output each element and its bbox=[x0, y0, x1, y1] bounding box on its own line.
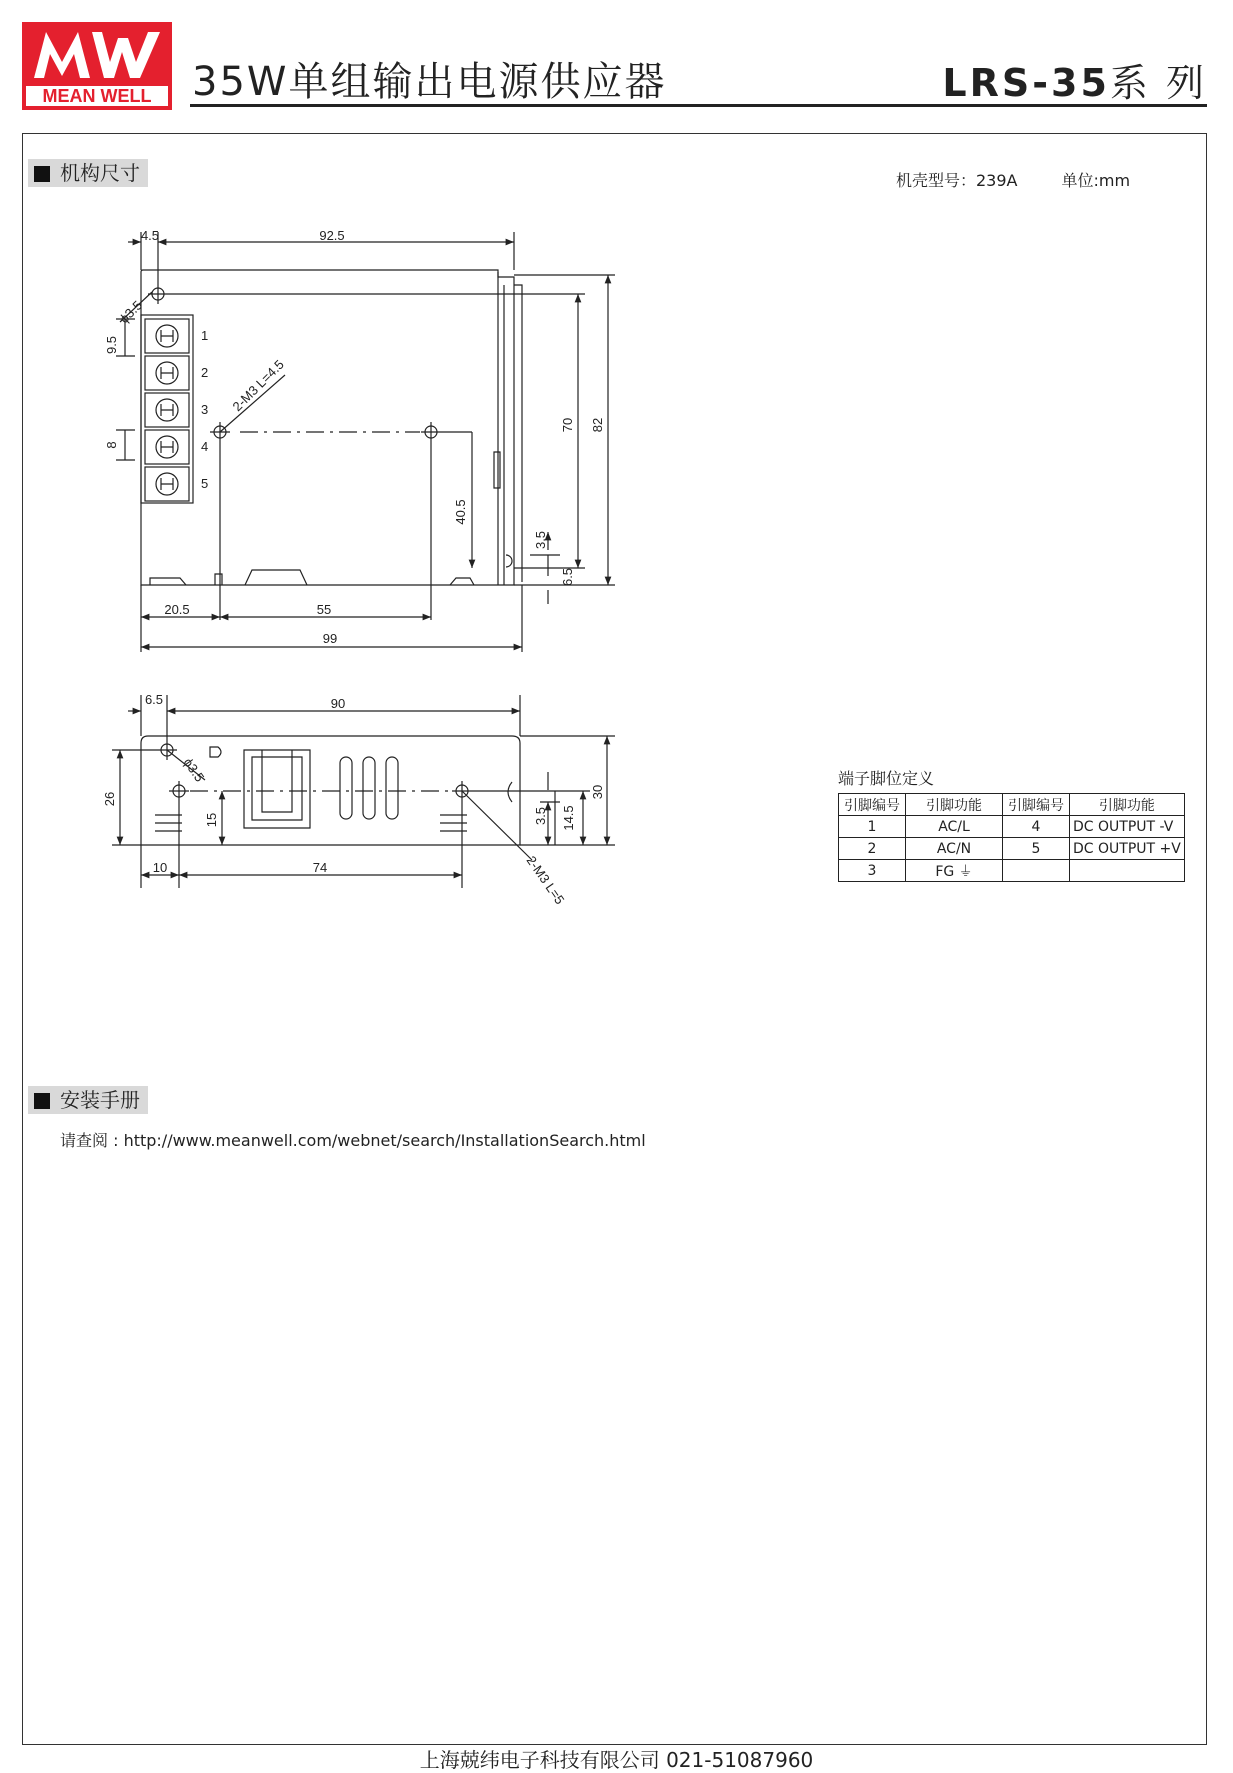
section-heading-installation bbox=[28, 1086, 148, 1114]
dim-screw-side: 2-M3 L=5 bbox=[523, 853, 568, 908]
dim-74: 74 bbox=[312, 860, 328, 875]
header-pin-function: 引脚功能 bbox=[1070, 794, 1185, 816]
logo-brand-text: MEAN WELL bbox=[42, 86, 152, 106]
dim-30: 30 bbox=[590, 784, 605, 800]
dim-9-5: 9.5 bbox=[104, 335, 119, 355]
dim-20-5: 20.5 bbox=[164, 602, 190, 617]
dim-10: 10 bbox=[152, 860, 168, 875]
series-suffix: 系 列 bbox=[1109, 61, 1207, 105]
dim-phi-3-5: ϕ3.5 bbox=[116, 297, 146, 327]
dim-6-5-side: 6.5 bbox=[144, 692, 164, 707]
page-title: 35W单组输出电源供应器 bbox=[192, 59, 667, 105]
series-model: LRS-35 bbox=[942, 61, 1110, 105]
table-row bbox=[839, 816, 1185, 838]
table-header-row bbox=[839, 794, 1185, 816]
dim-3-5-top: 3.5 bbox=[533, 530, 548, 550]
dim-screw-top: 2-M3 L=4.5 bbox=[229, 356, 287, 415]
table-row bbox=[839, 838, 1185, 860]
pin-function: AC/L bbox=[906, 816, 1003, 838]
pin-table-title: 端子脚位定义 bbox=[838, 769, 935, 788]
footer-company: 上海兢纬电子科技有限公司 021-51087960 bbox=[419, 1748, 814, 1772]
header-pin-no: 引脚编号 bbox=[839, 794, 906, 816]
dim-55: 55 bbox=[316, 602, 332, 617]
dim-6-5-top: 6.5 bbox=[560, 567, 575, 587]
terminal-number: 3 bbox=[201, 402, 209, 417]
pin-assignment-table bbox=[838, 793, 1185, 882]
dim-8: 8 bbox=[104, 441, 119, 449]
dim-70: 70 bbox=[560, 417, 575, 433]
pin-number: 1 bbox=[839, 816, 906, 838]
pin-function: AC/N bbox=[906, 838, 1003, 860]
installation-link[interactable]: 请查阅 : http://www.meanwell.com/webnet/search/InstallationSearch.html bbox=[60, 1131, 646, 1150]
dim-92-5: 92.5 bbox=[319, 228, 345, 243]
dim-3-5-side: 3.5 bbox=[533, 806, 548, 826]
header-pin-function: 引脚功能 bbox=[906, 794, 1003, 816]
pin-number: 2 bbox=[839, 838, 906, 860]
dim-4-5: 4.5 bbox=[140, 228, 160, 243]
pin-function: DC OUTPUT -V bbox=[1070, 816, 1185, 838]
terminal-number: 4 bbox=[201, 439, 209, 454]
pin-number: 4 bbox=[1003, 816, 1070, 838]
case-number: 机壳型号：239A bbox=[896, 171, 1018, 190]
dim-40-5: 40.5 bbox=[453, 499, 468, 525]
pin-number: 3 bbox=[839, 860, 906, 882]
terminal-number: 5 bbox=[201, 476, 209, 491]
dim-90: 90 bbox=[330, 696, 346, 711]
header-pin-no: 引脚编号 bbox=[1003, 794, 1070, 816]
terminal-block-screws bbox=[145, 319, 189, 501]
unit-label: 单位:mm bbox=[1061, 171, 1131, 190]
dim-82: 82 bbox=[590, 417, 605, 433]
bullet-square-icon bbox=[34, 1093, 50, 1109]
pin-function: FG ⏚ bbox=[906, 860, 1003, 882]
section-heading-text: 安装手册 bbox=[60, 1088, 140, 1112]
section-heading-text: 机构尺寸 bbox=[60, 161, 140, 185]
dim-99: 99 bbox=[322, 631, 338, 646]
dim-15: 15 bbox=[204, 812, 219, 828]
dim-phi-3-5-side: ϕ3.5 bbox=[180, 755, 208, 785]
dim-14-5: 14.5 bbox=[561, 805, 576, 831]
pin-number bbox=[1003, 860, 1070, 882]
terminal-number: 1 bbox=[201, 328, 209, 343]
pin-number: 5 bbox=[1003, 838, 1070, 860]
pin-function bbox=[1070, 860, 1185, 882]
table-row bbox=[839, 860, 1185, 882]
dim-26: 26 bbox=[102, 791, 117, 807]
pin-function: DC OUTPUT +V bbox=[1070, 838, 1185, 860]
terminal-number: 2 bbox=[201, 365, 209, 380]
